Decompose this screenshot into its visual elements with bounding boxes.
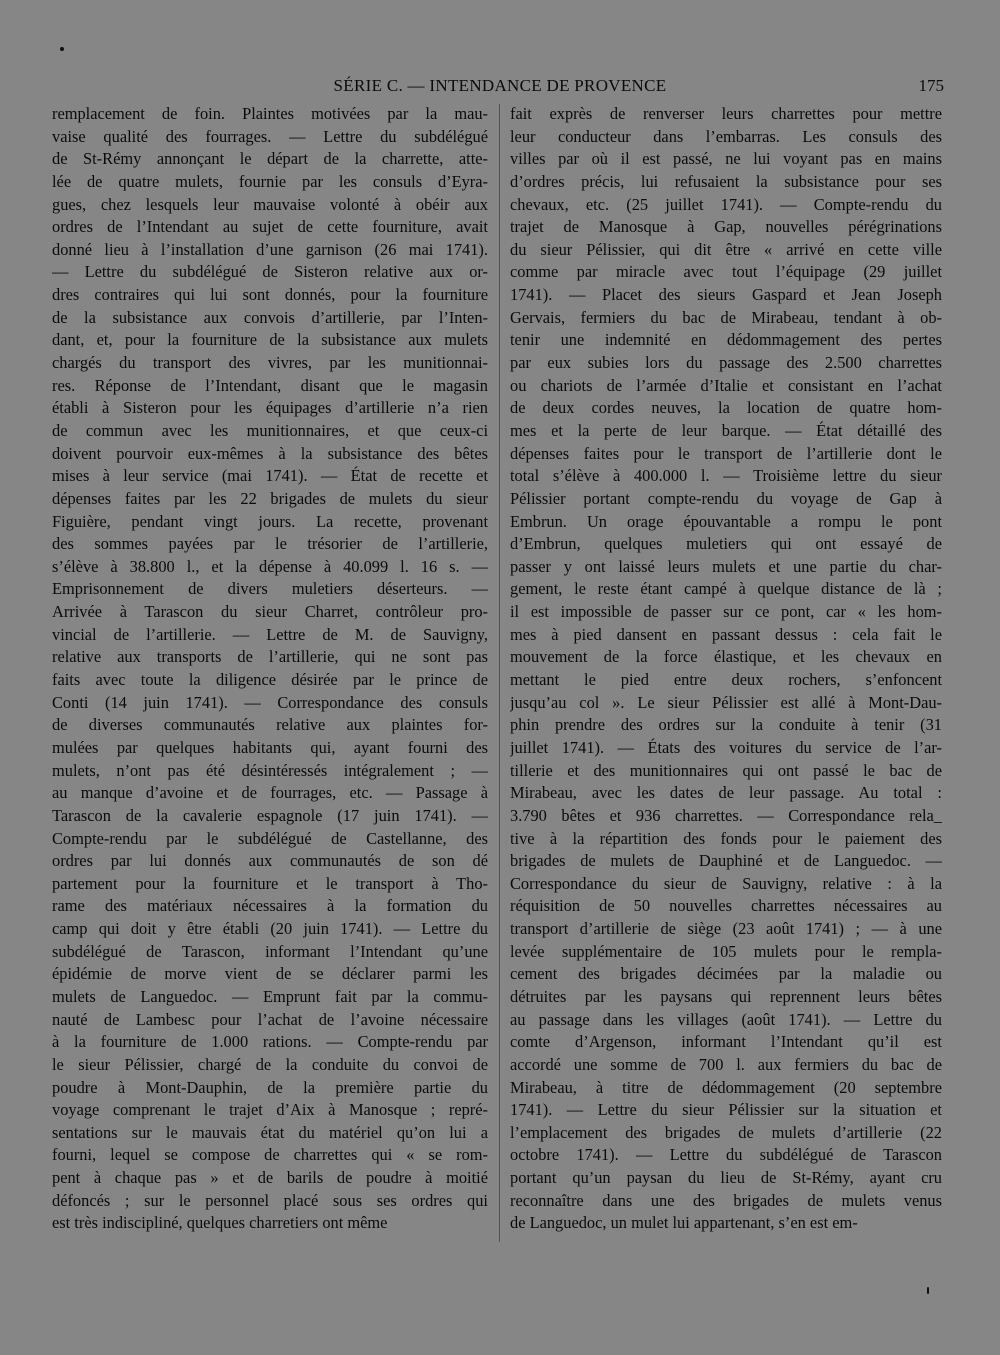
text-line: reconnaître dans une des brigades de mulets venus	[510, 1190, 942, 1210]
text-line: comme par miracle avec tout l’équipage (29 juillet	[510, 262, 942, 282]
text-line: Mirabeau, avec les dates de leur passage. Au total :	[510, 783, 942, 803]
text-line: remplacement de foin. Plaintes motivées par la mau-	[52, 104, 488, 123]
text-line: tenir une indemnité en dédommagement des pertes	[510, 330, 942, 350]
text-line: ou chariots de l’armée d’Italie et consistant en l’achat	[510, 375, 942, 395]
text-line: nauté de Lambesc pour l’achat de l’avoine nécessaire	[52, 1009, 488, 1029]
text-line: détruites par les paysans qui reprennent leurs bêtes	[510, 986, 942, 1006]
text-line: défoncés ; sur le personnel placé sous ses ordres qui	[52, 1190, 488, 1210]
text-line: du sieur Pélissier, qui dit être « arrivé en cette ville	[510, 239, 942, 259]
text-line: poudre à Mont-Dauphin, de la première partie du	[52, 1077, 488, 1097]
text-line: établi à Sisteron pour les équipages d’artillerie n’a rien	[52, 398, 488, 418]
text-line: mes à pied dansent en passant dessus : cela fait le	[510, 624, 942, 644]
text-line: mulets, n’ont pas été désintéressés intégralement ; —	[52, 760, 488, 780]
text-line: Compte-rendu par le subdélégué de Castellanne, des	[52, 828, 488, 848]
text-line: octobre 1741). — Lettre du subdélégué de Tarascon	[510, 1145, 942, 1165]
text-line: pent à chaque pas » et de barils de poudre à moitié	[52, 1168, 488, 1188]
text-line: il est impossible de passer sur ce pont, car « les hom-	[510, 602, 942, 622]
text-line: 3.790 bêtes et 936 charrettes. — Correspondance rela_	[510, 805, 942, 825]
page-number: 175	[918, 76, 944, 95]
text-line: gues, chez lesquels leur mauvaise volonté à obéir aux	[52, 194, 488, 214]
text-line: dres contraires qui lui sont donnés, pour la fourniture	[52, 285, 488, 305]
text-line: dépenses faites pour le transport de l’artillerie dont le	[510, 443, 942, 463]
text-line: Gervais, fermiers du bac de Mirabeau, tendant à ob-	[510, 307, 942, 327]
text-line: fourni, lequel se compose de charrettes qui « se rom-	[52, 1145, 488, 1165]
text-line: tive à la répartition des fonds pour le paiement des	[510, 828, 942, 848]
text-line: de St-Rémy annonçant le départ de la charrette, atte-	[52, 149, 488, 169]
text-line: mulets de Languedoc. — Emprunt fait par la commu-	[52, 986, 488, 1006]
text-line: fait exprès de renverser leurs charrettes pour mettre	[510, 104, 942, 123]
text-line: Arrivée à Tarascon du sieur Charret, contrôleur pro-	[52, 602, 488, 622]
text-line: leur conducteur dans l’embarras. Les consuls des	[510, 126, 942, 146]
text-line: sentations sur le mauvais état du matériel qu’on lui a	[52, 1122, 488, 1142]
text-line: mes et la perte de leur barque. — État détaillé des	[510, 420, 942, 440]
text-line: 1741). — Placet des sieurs Gaspard et Jean Joseph	[510, 285, 942, 305]
text-line: mouvement de la force élastique, et les chevaux en	[510, 647, 942, 667]
text-line: — Lettre du subdélégué de Sisteron relative aux or-	[52, 262, 488, 282]
text-line: partement pour la fourniture et le transport à Tho-	[52, 873, 488, 893]
text-line: villes par où il est passé, ne lui voyant pas en mains	[510, 149, 942, 169]
text-line: vincial de l’artillerie. — Lettre de M. de Sauvigny,	[52, 624, 488, 644]
running-title: SÉRIE C. — INTENDANCE DE PROVENCE	[333, 76, 667, 95]
text-line: trajet de Manosque à Gap, nouvelles pérégrinations	[510, 217, 942, 237]
text-line: Correspondance du sieur de Sauvigny, relative : à la	[510, 873, 942, 893]
text-line: total s’élève à 400.000 l. — Troisième lettre du sieur	[510, 466, 942, 486]
text-line: passer y ont laissé leurs mulets et une partie du char-	[510, 556, 942, 576]
text-line: Pélissier portant compte-rendu du voyage de Gap à	[510, 488, 942, 508]
text-line: mulées par quelques habitants qui, ayant fourni des	[52, 737, 488, 757]
text-line: gement, le reste étant campé à quelque distance de là ;	[510, 579, 942, 599]
text-line: au manque d’avoine et de fourrages, etc. — Passage à	[52, 783, 488, 803]
text-line: au passage dans les villages (août 1741). — Lettre du	[510, 1009, 942, 1029]
text-line: juillet 1741). — États des voitures du service de l’ar-	[510, 737, 942, 757]
text-line: par eux subies lors du passage des 2.500 charrettes	[510, 353, 942, 373]
text-line: doivent pourvoir eux-mêmes à la subsistance des bêtes	[52, 443, 488, 463]
text-line: comte d’Argenson, informant l’Intendant qu’il est	[510, 1032, 942, 1052]
text-line: ordres de l’Intendant au sujet de cette fourniture, avait	[52, 217, 488, 237]
text-line: relative aux transports de l’artillerie, qui ne sont pas	[52, 647, 488, 667]
left-column	[52, 103, 488, 1235]
text-line: épidémie de morve vient de se déclarer parmi les	[52, 964, 488, 984]
text-line: donné lieu à l’installation d’une garnison (26 mai 1741).	[52, 239, 488, 259]
page-header	[0, 74, 1000, 100]
text-line: de Languedoc, un mulet lui appartenant, s’en est em-	[510, 1213, 858, 1233]
text-line: s’élève à 38.800 l., et la dépense à 40.099 l. 16 s. —	[52, 556, 488, 576]
text-line: l’emplacement des brigades de mulets d’artillerie (22	[510, 1122, 942, 1142]
text-line: voyage comprenant le trajet d’Aix à Manosque ; repré-	[52, 1100, 488, 1120]
text-line: des sommes payées par le trésorier de l’artillerie,	[52, 534, 488, 554]
text-line: de deux cordes neuves, la location de quatre hom-	[510, 398, 942, 418]
text-line: levée supplémentaire de 105 mulets pour le rempla-	[510, 941, 942, 961]
text-line: d’Embrun, quelques muletiers qui ont essayé de	[510, 534, 942, 554]
ink-speck	[60, 47, 64, 51]
text-line: Embrun. Un orage épouvantable a rompu le pont	[510, 511, 942, 531]
ink-speck	[927, 1287, 929, 1294]
right-column	[510, 103, 942, 1235]
text-line: réquisition de 50 nouvelles charrettes nécessaires au	[510, 896, 942, 916]
text-line: est très indiscipliné, quelques charretiers ont même	[52, 1213, 388, 1233]
text-line: chevaux, etc. (25 juillet 1741). — Compte-rendu du	[510, 194, 942, 214]
text-line: vaise qualité des fourrages. — Lettre du subdélégué	[52, 126, 488, 146]
text-line: cement des brigades décimées par la maladie ou	[510, 964, 942, 984]
text-line: d’ordres précis, lui refusaient la subsistance pour ses	[510, 171, 942, 191]
text-line: rame des matériaux nécessaires à la formation du	[52, 896, 488, 916]
text-line: Tarascon de la cavalerie espagnole (17 juin 1741). —	[52, 805, 488, 825]
text-line: de la subsistance aux convois d’artillerie, par l’Inten-	[52, 307, 488, 327]
text-line: ordres par lui donnés aux communautés de son dé	[52, 851, 488, 871]
text-line: chargés du transport des vivres, par les munitionnai-	[52, 353, 488, 373]
text-line: 1741). — Lettre du sieur Pélissier sur la situation et	[510, 1100, 942, 1120]
text-line: camp qui doit y être établi (20 juin 1741). — Lettre du	[52, 919, 488, 939]
text-line: faits avec toute la diligence désirée par le prince de	[52, 670, 488, 690]
column-divider	[499, 104, 500, 1242]
text-line: Mirabeau, à titre de dédommagement (20 septembre	[510, 1077, 942, 1097]
text-line: Figuière, pendant vingt jours. La recette, provenant	[52, 511, 488, 531]
text-line: dant, et, pour la fourniture de la subsistance aux mulets	[52, 330, 488, 350]
text-line: mises à leur service (mai 1741). — État de recette et	[52, 466, 488, 486]
text-line: Emprisonnement de divers muletiers déserteurs. —	[52, 579, 488, 599]
text-line: transport d’artillerie de siège (23 août 1741) ; — à une	[510, 919, 942, 939]
text-line: le sieur Pélissier, chargé de la conduite du convoi de	[52, 1054, 488, 1074]
text-line: tillerie et des munitionnaires qui ont passé le bac de	[510, 760, 942, 780]
text-line: brigades de mulets de Dauphiné et de Languedoc. —	[510, 851, 942, 871]
text-line: à la fourniture de 1.000 rations. — Compte-rendu par	[52, 1032, 488, 1052]
text-line: Conti (14 juin 1741). — Correspondance des consuls	[52, 692, 488, 712]
text-line: lée de quatre mulets, fournie par les consuls d’Eyra-	[52, 171, 488, 191]
text-line: de diverses communautés relative aux plaintes for-	[52, 715, 488, 735]
text-line: subdélégué de Tarascon, informant l’Intendant qu’une	[52, 941, 488, 961]
text-line: dépenses faites par les 22 brigades de mulets du sieur	[52, 488, 488, 508]
text-line: portant qu’un paysan du lieu de St-Rémy, ayant cru	[510, 1168, 942, 1188]
text-line: de commun avec les munitionnaires, et que ceux-ci	[52, 420, 488, 440]
text-line: accordé une somme de 700 l. aux fermiers du bac de	[510, 1054, 942, 1074]
text-line: mettant le pied entre deux rochers, s’enfoncent	[510, 670, 942, 690]
text-line: jusqu’au col ». Le sieur Pélissier est allé à Mont-Dau-	[510, 692, 942, 712]
text-line: phin prendre des ordres sur la conduite à tenir (31	[510, 715, 942, 735]
text-line: res. Réponse de l’Intendant, disant que le magasin	[52, 375, 488, 395]
